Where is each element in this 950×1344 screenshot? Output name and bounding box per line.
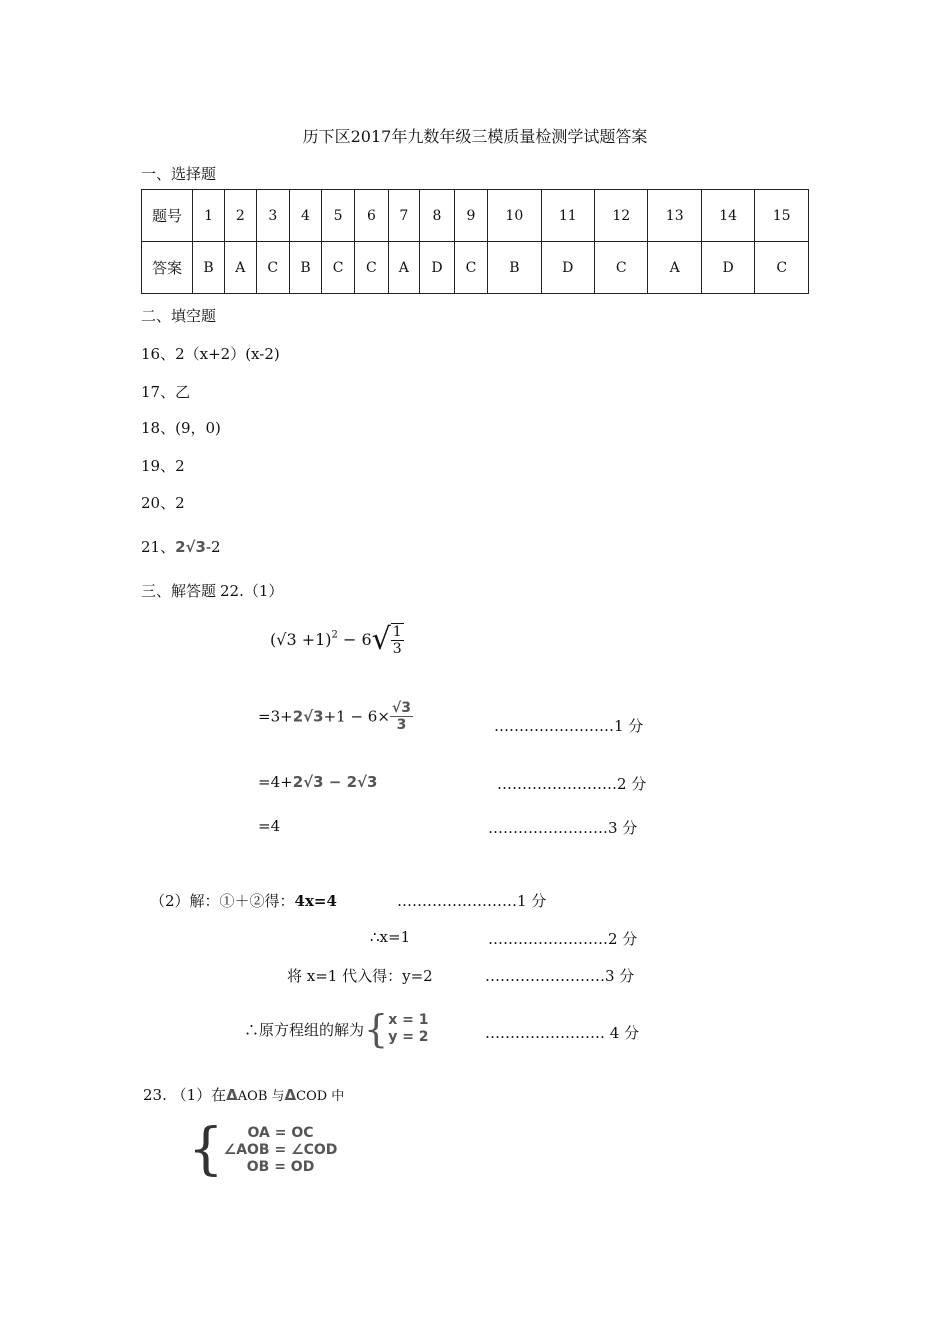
expr-fraction — [391, 623, 404, 657]
line2-score: ……………………2 分 — [488, 930, 638, 948]
step1-c: +1 − 6× — [323, 707, 390, 726]
section1-heading: 一、选择题 — [141, 165, 217, 183]
line1-a: （2）解：①＋②得： — [150, 892, 295, 910]
item-answer-math: 2√3 — [175, 538, 206, 556]
table-cell: 9 — [454, 190, 487, 242]
step3-score: ……………………3 分 — [488, 819, 638, 837]
item-number: 20、 — [141, 494, 176, 512]
table-cell: 7 — [388, 190, 420, 242]
step1-b: 2√3 — [292, 707, 324, 726]
table-cell: C — [256, 242, 289, 294]
table-cell: A — [225, 242, 257, 294]
table-cell: C — [322, 242, 355, 294]
item-answer: 2 — [175, 457, 185, 475]
q22-expression — [270, 622, 404, 657]
fill-item-17 — [141, 381, 190, 402]
table-cell: 14 — [701, 190, 754, 242]
q22-step3: =4 — [258, 817, 281, 835]
system-eq2: ∠AOB = ∠COD — [223, 1141, 338, 1158]
table-cell: 2 — [225, 190, 257, 242]
row-label-answer: 答案 — [142, 242, 193, 294]
line3-score: ……………………3 分 — [485, 967, 635, 985]
table-cell: D — [701, 242, 754, 294]
q23-system — [188, 1117, 338, 1182]
table-cell: 11 — [541, 190, 594, 242]
table-cell: 3 — [256, 190, 289, 242]
q23-line — [143, 1084, 344, 1105]
triangle-icon: Δ — [284, 1086, 297, 1104]
fill-item-21 — [141, 536, 221, 557]
expr-mid: − 6 — [337, 630, 372, 649]
table-cell: C — [454, 242, 487, 294]
section3-heading: 三、解答题 — [141, 582, 217, 600]
table-cell: 6 — [355, 190, 388, 242]
table-cell: C — [755, 242, 809, 294]
system-eq3: OB = OD — [246, 1158, 315, 1175]
item-number: 17、 — [141, 383, 176, 401]
item-answer: (9，0) — [175, 419, 221, 437]
item-number: 21、 — [141, 538, 176, 556]
q23-system-lines — [224, 1125, 338, 1176]
step1-frac-num: √3 — [391, 700, 411, 716]
system-eq1: x = 1 — [388, 1012, 429, 1028]
fill-item-18 — [141, 417, 221, 438]
q23-label: 23. （1）在 — [143, 1086, 227, 1104]
table-cell: 8 — [420, 190, 455, 242]
table-cell: 1 — [193, 190, 225, 242]
table-cell: A — [388, 242, 420, 294]
table-cell: C — [355, 242, 388, 294]
step2-b: 2√3 − 2√3 — [292, 773, 378, 791]
q22-2-line2: ∴x=1 — [370, 928, 411, 946]
fill-item-16 — [141, 343, 280, 364]
table-cell: 12 — [595, 190, 648, 242]
section2-heading: 二、填空题 — [141, 307, 217, 325]
table-cell: 4 — [289, 190, 321, 242]
triangle-icon: Δ — [226, 1086, 238, 1104]
item-answer: 乙 — [175, 383, 191, 401]
left-brace-icon: { — [188, 1117, 224, 1182]
step1-a: =3+ — [258, 707, 293, 726]
table-cell: D — [420, 242, 455, 294]
item-answer: 2（x+2）(x-2) — [175, 345, 280, 363]
line4-text: ∴原方程组的解为 — [244, 1020, 365, 1039]
q22-step2 — [258, 773, 377, 791]
solution-system — [388, 1012, 428, 1046]
step2-a: =4+ — [258, 773, 293, 791]
table-cell: 10 — [488, 190, 541, 242]
step1-frac-den: 3 — [396, 717, 407, 733]
q23-cod: COD 中 — [296, 1089, 345, 1104]
fill-item-20 — [141, 492, 185, 513]
step1-fraction — [390, 700, 413, 733]
frac-numerator: 1 — [392, 623, 402, 640]
table-cell: B — [488, 242, 541, 294]
left-brace-icon: { — [364, 1007, 389, 1051]
line1-score: ……………………1 分 — [397, 892, 547, 910]
table-cell: 15 — [755, 190, 809, 242]
table-row-answers — [142, 242, 809, 294]
frac-denominator: 3 — [392, 640, 402, 657]
step1-score: ……………………1 分 — [494, 717, 644, 735]
step2-score: ……………………2 分 — [497, 775, 647, 793]
sqrt-sign-icon: √ — [371, 622, 391, 657]
table-cell: B — [193, 242, 225, 294]
table-cell: D — [541, 242, 594, 294]
table-row-numbers — [142, 190, 809, 242]
fill-item-19 — [141, 455, 185, 476]
item-number: 18、 — [141, 419, 176, 437]
item-number: 19、 — [141, 457, 176, 475]
expr-left: (√3 +1) — [270, 630, 332, 649]
item-number: 16、 — [141, 345, 176, 363]
line4-score: …………………… 4 分 — [485, 1024, 640, 1042]
system-eq2: y = 2 — [388, 1029, 429, 1045]
answer-table — [141, 189, 809, 294]
page-title: 历下区2017年九数年级三模质量检测学试题答案 — [302, 127, 648, 146]
q22-2-line4 — [244, 1007, 429, 1051]
section3-heading-line — [141, 580, 283, 601]
table-cell: B — [289, 242, 321, 294]
q22-step1 — [258, 700, 413, 733]
table-cell: C — [595, 242, 648, 294]
table-cell: 5 — [322, 190, 355, 242]
row-label-number: 题号 — [142, 190, 193, 242]
q22-label: 22.（1） — [220, 582, 284, 600]
q23-aob: AOB 与 — [237, 1089, 285, 1104]
item-answer-rest: -2 — [205, 538, 221, 556]
q22-2-line1 — [150, 890, 337, 911]
line1-b: 4x=4 — [294, 892, 337, 910]
table-cell: A — [648, 242, 701, 294]
expr-exponent: 2 — [331, 629, 338, 641]
table-cell: 13 — [648, 190, 701, 242]
q22-2-line3: 将 x=1 代入得：y=2 — [287, 967, 433, 985]
system-eq1: OA = OC — [247, 1124, 314, 1141]
item-answer: 2 — [175, 494, 185, 512]
